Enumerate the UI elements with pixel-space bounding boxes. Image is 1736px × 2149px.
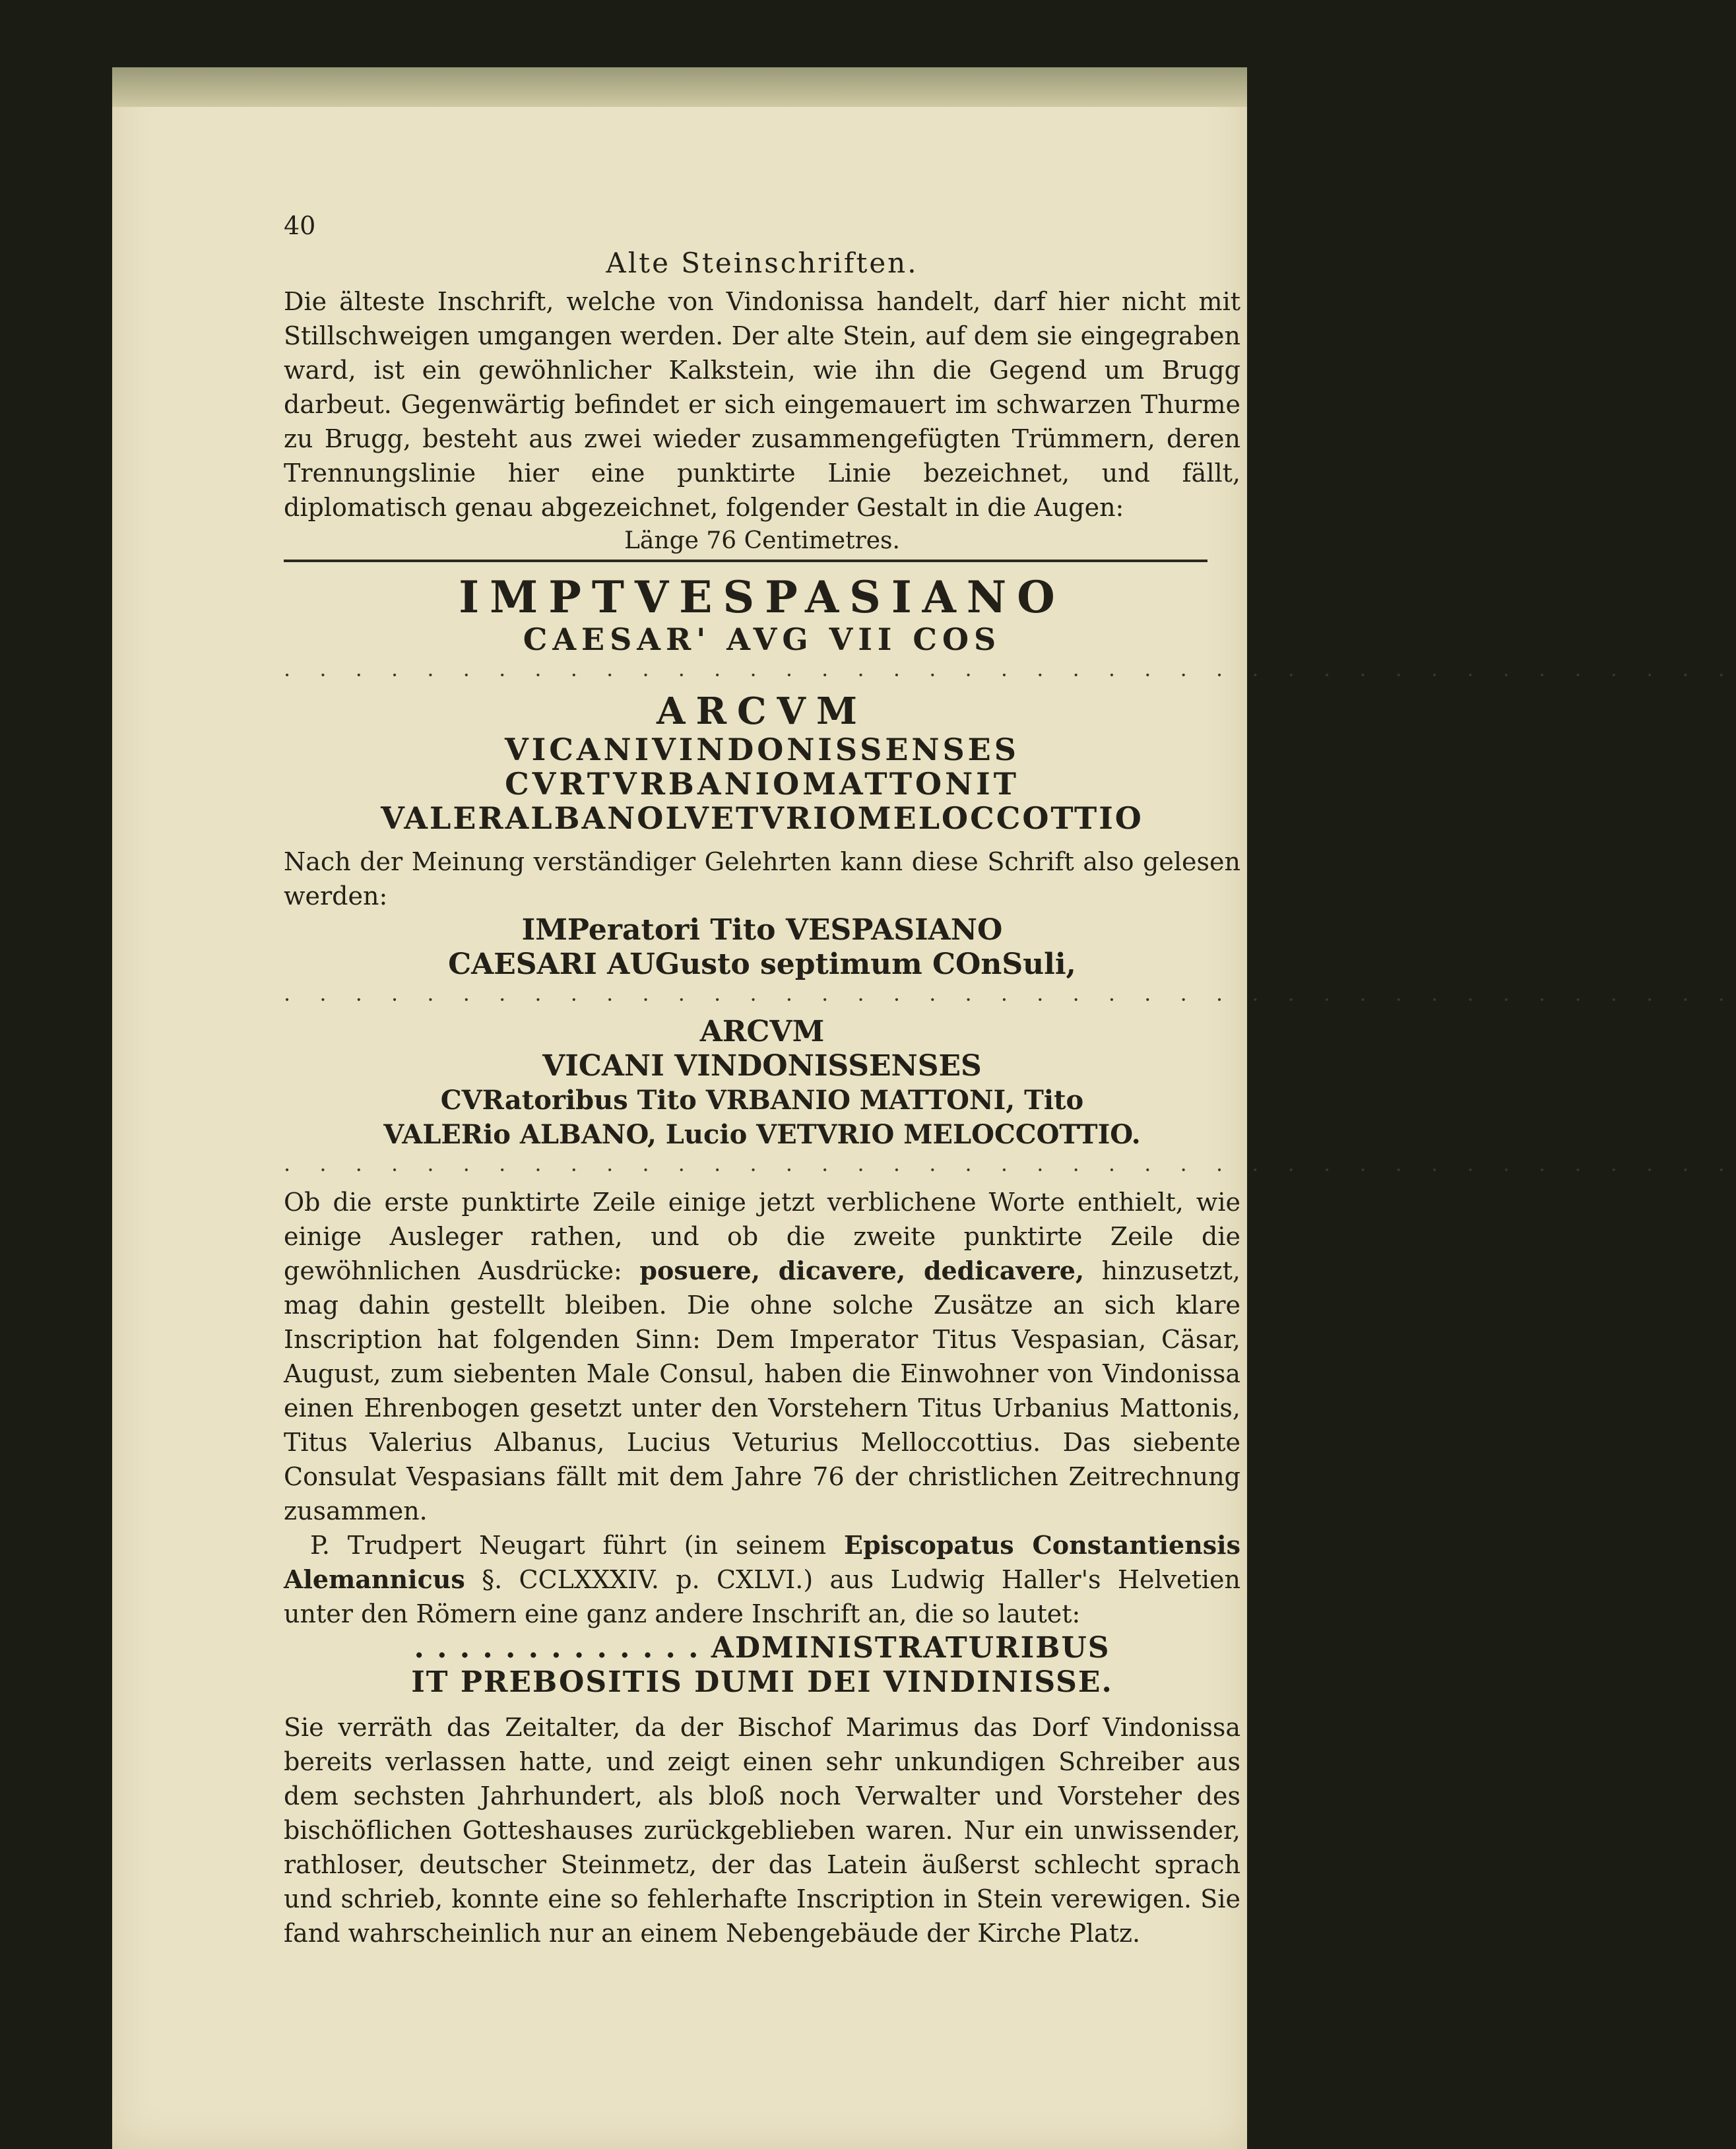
- reading-dotted-line-2: · · · · · · · · · · · · · · · · · · · · · · · · · · · · · · · · · · · · · · · · ·: [284, 1157, 1736, 1182]
- commentary-paragraph: [284, 1185, 1240, 1528]
- reading-line-1: IMPeratori Tito VESPASIANO: [521, 913, 1003, 947]
- second-inscription-block: [284, 1631, 1240, 1700]
- intro-paragraph: Die älteste Inschrift, welche von Vindonissa handelt, darf hier nicht mit Stillschweigen umgangen werden. Der alte Stein, auf dem sie eingegraben ward, ist ein gewöhnlicher Kalkstein, wie ihn die Gegend um Brugg darbeut. Gegenwärtig befindet er sich eingemauert im schwarzen Thurme zu Brugg, besteht aus zwei wieder zusammengefügten Trümmern, deren Trennungslinie hier eine punktirte Linie bezeichnet, und fällt, diplomatisch genau abgezeichnet, folgender Gestalt in die Augen:: [284, 287, 1240, 522]
- reading-line-4: VICANI VINDONISSENSES: [542, 1049, 982, 1083]
- inscription-line-1: IMPTVESPASIANO: [459, 571, 1066, 623]
- inscription-line-3: ARCVM: [657, 690, 868, 733]
- reading-line-5: CVRatoribus Tito VRBANIO MATTONI, Tito: [440, 1085, 1084, 1116]
- inscription-line-5: CVRTVRBANIOMATTONIT: [505, 766, 1019, 802]
- inscription-dotted-line: · · · · · · · · · · · · · · · · · · · · · · · · · · · · · · · · · · · · · · · · ·: [284, 662, 1736, 688]
- closing-paragraph: Sie verräth das Zeitalter, da der Bischof Marimus das Dorf Vindonissa bereits verlassen hatte, und zeigt einen sehr unkundigen Schreiber aus dem sechsten Jahrhundert, als bloß noch Verwalter und Vorsteher des bischöflichen Gotteshauses zurückgeblieben waren. Nur ein unwissender, rathloser, deutscher Steinmetz, der das Latein äußerst schlecht sprach und schrieb, konnte eine so fehlerhafte Inscription in Stein verewigen. Sie fand wahrscheinlich nur an einem Nebengebäude der Kirche Platz.: [284, 1713, 1240, 1948]
- inscription-block: [284, 571, 1736, 836]
- page-edge: [112, 67, 1247, 107]
- inscription-line-6: VALERALBANOLVETVRIOMELOCCOTTIO: [381, 800, 1143, 836]
- commentary-latin-terms: posuere, dicavere, dedicavere,: [639, 1256, 1085, 1285]
- neugart-text-a: P. Trudpert Neugart führt (in seinem: [310, 1531, 827, 1560]
- reading-block: [284, 913, 1736, 1182]
- commentary-text-a: Ob die erste punktirte Zeile einige jetzt verblichene Worte enthielt, wie einige Ausleger rathen, und ob die zweite punktirte Zeile die gewöhnlichen Ausdrücke:: [284, 1188, 1240, 1285]
- reading-intro: Nach der Meinung verständiger Gelehrten kann diese Schrift also gelesen werden:: [284, 847, 1240, 911]
- reading-line-6: VALERio ALBANO, Lucio VETVRIO MELOCCOTTIO.: [383, 1119, 1141, 1150]
- neugart-text-b: §. CCLXXXIV. p. CXLVI.) aus Ludwig Haller's Helvetien unter den Römern eine ganz andere Inschrift an, die so lautet:: [284, 1565, 1240, 1628]
- reading-line-2: CAESARI AUGusto septimum COnSuli,: [448, 947, 1076, 981]
- section-title: Alte Steinschriften.: [606, 247, 918, 279]
- inscription-line-2: CAESAR' AVG VII COS: [523, 622, 1002, 657]
- length-note: Länge 76 Centimetres.: [624, 527, 900, 554]
- second-inscription-line-1: . . . . . . . . . . . . . ADMINISTRATURIBUS: [414, 1631, 1110, 1665]
- neugart-book-title: Episcopatus Constantiensis Alemannicus: [284, 1530, 1240, 1594]
- second-inscription-line-2: IT PREBOSITIS DUMI DEI VINDINISSE.: [411, 1665, 1113, 1699]
- reading-dotted-line: · · · · · · · · · · · · · · · · · · · · · · · · · · · · · · · · · · · · · · · · ·: [284, 987, 1736, 1012]
- neugart-paragraph: [284, 1528, 1240, 1631]
- commentary-text-b: hinzusetzt, mag dahin gestellt bleiben. Die ohne solche Zusätze an sich klare Inscription hat folgenden Sinn: Dem Imperator Titus Vespasian, Cäsar, August, zum siebenten Male Consul, haben die Einwohner von Vindonissa einen Ehrenbogen gesetzt unter den Vorstehern Titus Urbanius Mattonis, Titus Valerius Albanus, Lucius Veturius Melloccottius. Das siebente Consulat Vespasians fällt mit dem Jahre 76 der christlichen Zeitrechnung zusammen.: [284, 1256, 1240, 1525]
- page-content: [284, 211, 1736, 1950]
- page-number: 40: [284, 211, 316, 240]
- divider-rule: [284, 560, 1207, 562]
- inscription-line-4: VICANIVINDONISSENSES: [505, 732, 1019, 767]
- reading-line-3: ARCVM: [699, 1015, 825, 1048]
